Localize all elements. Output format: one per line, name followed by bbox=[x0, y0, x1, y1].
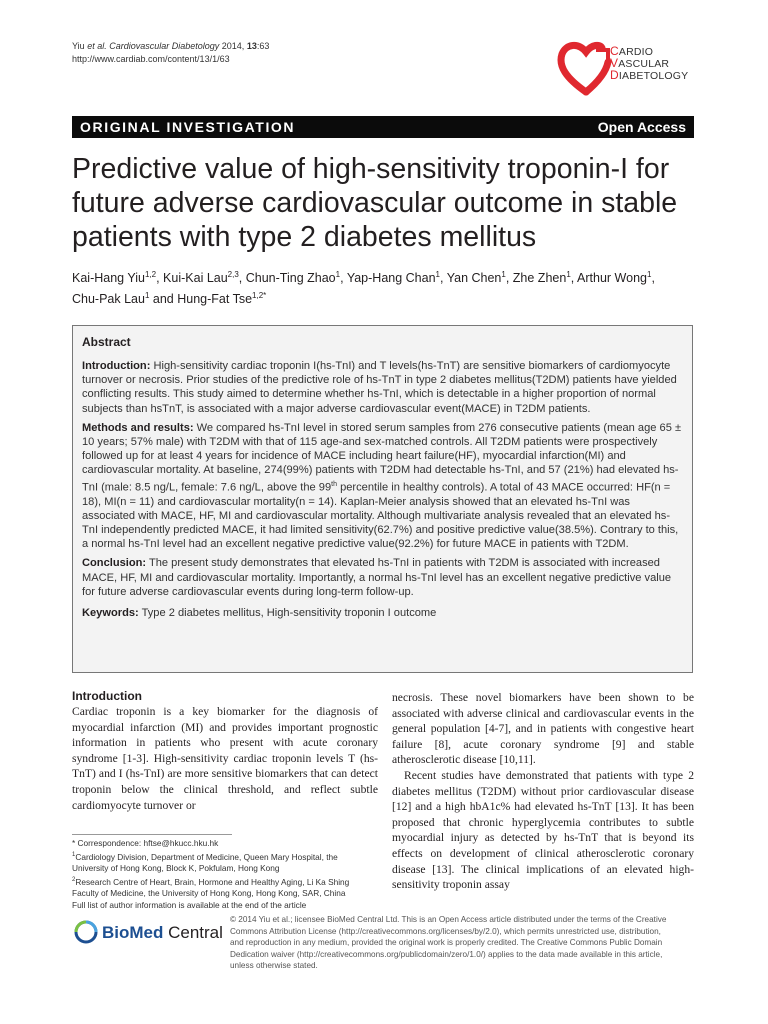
footnote-divider bbox=[72, 834, 232, 835]
full-list-note: Full list of author information is available at the end of the article bbox=[72, 899, 307, 910]
author: Arthur Wong$^1$ bbox=[577, 270, 652, 286]
cite-journal: Cardiovascular Diabetology bbox=[109, 41, 220, 51]
footnotes bbox=[72, 838, 372, 911]
abstract-conclusion: Conclusion: The present study demonstrates that elevated hs-TnI in patients with T2DM is associated with increased MACE, HF, MI and cardiovascular mortality. Importantly, a normal hs-TnI level has an excellent negative predictive value for future adverse cardiovascular events during long-term follow-up. bbox=[82, 557, 672, 598]
author-list: Kai-Hang Yiu$^{1,2}$, Kui-Kai Lau$^{2,3}$, Chun-Ting Zhao$^1$, Yap-Hang Chan$^1$, Yan Chen$^1$, Zhe Zhen$^1$, Arthur Wong$^1$, Chu-Pak Lau$^1$ and Hung-Fat Tse$^{1,2*}$ bbox=[72, 270, 655, 307]
author: Hung-Fat Tse$^{1,2*}$ bbox=[177, 291, 267, 307]
author: Zhe Zhen$^1$ bbox=[512, 270, 571, 286]
article-type-label: ORIGINAL INVESTIGATION bbox=[80, 119, 296, 135]
affiliation-2: $^2$Research Centre of Heart, Brain, Hormone and Healthy Aging, Li Ka Shing Faculty of Medicine, the University of Hong Kong, Hong Kong, SAR, China bbox=[72, 876, 350, 898]
journal-heart-logo-icon bbox=[556, 38, 619, 98]
publisher-name: BioMed Central bbox=[102, 923, 223, 942]
cite-etal: et al. bbox=[87, 41, 107, 51]
affiliation-1: $^1$Cardiology Division, Department of Medicine, Queen Mary Hospital, the University of Hong Kong, Block K, Pokfulam, Hong Kong bbox=[72, 851, 338, 873]
citation-line bbox=[72, 40, 269, 53]
logo-cap-c: C bbox=[610, 44, 619, 58]
cite-issue: :63 bbox=[256, 41, 270, 51]
open-access-label: Open Access bbox=[597, 119, 686, 135]
license-text: © 2014 Yiu et al.; licensee BioMed Central Ltd. This is an Open Access article distributed under the terms of the Creative Commons Attribution License (http://creativecommons.org/licenses/by/2.0), which permits unrestricted use, distribution, and reproduction in any medium, provided the original work is properly credited. The Creative Commons Public Domain Dedication waiver (http://creativecommons.org/publicdomain/zero/1.0/) applies to the data made available in this article, unless otherwise stated. bbox=[230, 915, 667, 970]
cite-year: 2014, bbox=[219, 41, 247, 51]
article-url-link[interactable]: http://www.cardiab.com/content/13/1/63 bbox=[72, 54, 230, 64]
logo-cap-d: D bbox=[610, 68, 619, 82]
biomed-central-logo-icon bbox=[72, 918, 100, 946]
body-left-column bbox=[72, 689, 378, 813]
abstract-heading: Abstract bbox=[82, 335, 131, 349]
abstract-keywords: Keywords: Type 2 diabetes mellitus, High-sensitivity troponin I outcome bbox=[82, 606, 437, 619]
correspondence-note: * Correspondence: hftse@hkucc.hku.hk bbox=[72, 838, 219, 848]
journal-logo-text bbox=[610, 46, 688, 82]
logo-word-2: ASCULAR bbox=[618, 58, 670, 70]
logo-cap-v: V bbox=[610, 56, 619, 70]
body-paragraph: necrosis. These novel biomarkers have been shown to be associated with adverse clinical and cardiovascular events in the general population [4-7], and in patients with congestive heart failure [8], acute coronary syndrome [9] and stable atherosclerotic disease [10,11]. bbox=[392, 691, 694, 767]
cite-volume: 13 bbox=[246, 41, 257, 51]
author: Kai-Hang Yiu$^{1,2}$ bbox=[72, 270, 157, 286]
author: Chu-Pak Lau$^1$ bbox=[72, 291, 150, 307]
logo-word-3: IABETOLOGY bbox=[618, 70, 689, 82]
body-paragraph: Cardiac troponin is a key biomarker for the diagnosis of myocardial infarction (MI) and provides important prognostic information in patients who present with acute coronary syndrome [1-3]. High-sensitivity cardiac troponin levels T (hs-TnT) and I (hs-TnI) are more sensitive biomarkers that can detect troponin below the clinical threshold, and reflect subtle cardiomyocyte turnover or bbox=[72, 705, 378, 812]
body-paragraph: Recent studies have demonstrated that patients with type 2 diabetes mellitus (T2DM) without prior cardiovascular disease [12] and a high hbA1c% had elevated hs-TnT [13]. It has been proposed that chronic hyperglycemia contributes to subtle myocardial injury as detected by hs-TnT that is beyond its effects on development of clinical atherosclerotic coronary disease [13]. The clinical implications of an elevated high-sensitivity troponin assay bbox=[392, 768, 694, 892]
citation-header bbox=[72, 40, 269, 66]
body-right-column bbox=[392, 690, 694, 893]
abstract-methods: Methods and results: We compared hs-TnI level in stored serum samples from 276 consecutive patients (mean age 65 ± 10 years; 57% male) with T2DM with that of 115 age-and sex-matched controls. All T2DM patients were prospectively followed up for at least 4 years for incidence of MACE including heart failure(HF), myocardial infarction(MI) and cardiovascular mortality. At baseline, 274(99%) patients with T2DM had detectable hs-TnI, and 57 (21%) had elevated hs-TnI (male: 8.5 ng/L, female: 7.6 ng/L, above the 99th percentile in healthy controls). A total of 43 MACE occurred: HF(n = 18), MI(n = 11) and cardiovascular mortality(n = 14). Kaplan-Meier analysis showed that an elevated hs-TnI was associated with MACE, HF, MI and cardiovascular mortality. Although multivariate analysis revealed that an elevated hs-TnI independently predicted MACE, it had limited sensitivity(62.7%) and positive predictive value(38.5%). Contrary to this, a normal hs-TnI level had an excellent negative predictive value(92.2%) for future MACE in patients with T2DM. bbox=[82, 421, 682, 551]
abstract-body bbox=[82, 359, 686, 625]
author: Chun-Ting Zhao$^1$ bbox=[245, 270, 341, 286]
logo-word-1: ARDIO bbox=[618, 46, 654, 58]
author: Yan Chen$^1$ bbox=[446, 270, 506, 286]
author: Yap-Hang Chan$^1$ bbox=[346, 270, 440, 286]
abstract-introduction: Introduction: High-sensitivity cardiac troponin I(hs-TnI) and T levels(hs-TnT) are sensitive biomarkers of cardiomyocyte turnover or necrosis. Prior studies of the predictive role of hs-TnT in type 2 diabetes mellitus(T2DM) patients have yielded conflicting results. This study aimed to determine whether hs-TnI, which is detectable in a higher proportion of normal subjects than hsTnT, is associated with a major adverse cardiovascular event(MACE) in T2DM patients. bbox=[82, 360, 677, 415]
author: Kui-Kai Lau$^{2,3}$ bbox=[163, 270, 239, 286]
introduction-heading: Introduction bbox=[72, 689, 142, 703]
cite-authors: Yiu bbox=[72, 41, 88, 51]
article-title: Predictive value of high-sensitivity troponin-I for future adverse cardiovascular outcome in stable patients with type 2 diabetes mellitus bbox=[72, 153, 678, 253]
